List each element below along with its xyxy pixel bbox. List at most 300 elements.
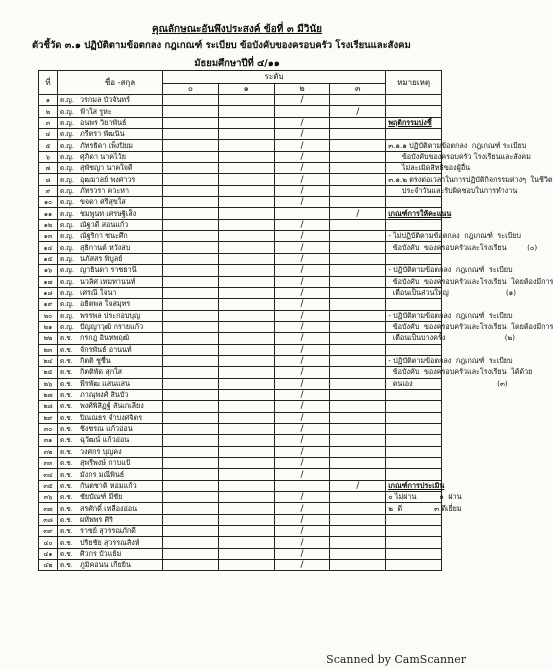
student-name: วงศกร บุญคง (78, 446, 163, 457)
form-title-text: คุณลักษณะอันพึงประสงค์ ข้อที่ ๓ มีวินัย (151, 24, 323, 35)
level-3-cell (330, 389, 386, 400)
level-2-cell (274, 423, 330, 434)
level-2-cell (274, 117, 330, 128)
level-3-cell (330, 151, 386, 162)
student-name: เศรณี ใจนา (78, 287, 163, 298)
level-3-cell (330, 299, 386, 310)
check-mark-icon: / (300, 117, 304, 128)
check-mark-icon: / (300, 140, 304, 151)
level-0-cell (163, 469, 219, 480)
level-3-cell (330, 435, 386, 446)
level-1-cell (218, 514, 274, 525)
row-number: ๒๘ (39, 401, 58, 412)
note-cell (386, 253, 442, 264)
student-name: อธิตพล ใจสมุทร (78, 299, 163, 310)
col-prefix-header (58, 71, 79, 95)
row-number: ๒๐ (39, 310, 58, 321)
row-number: ๓๙ (39, 526, 58, 537)
name-prefix: ด.ช. (58, 548, 79, 559)
note-cell: ประจำวันและรับผิดชอบในการทำงาน (386, 185, 442, 196)
row-number: ๘ (39, 174, 58, 185)
level-0-cell (163, 367, 219, 378)
level-2-cell (274, 163, 330, 174)
note-cell: - ปฏิบัติตามข้อตกลง กฎเกณฑ์ ระเบียบ (386, 355, 442, 366)
row-number: ๒ (39, 106, 58, 117)
check-mark-icon: / (300, 219, 304, 230)
level-0-header: ๐ (163, 84, 219, 95)
table-row (39, 253, 442, 264)
table-row (39, 355, 442, 366)
level-0-cell (163, 163, 219, 174)
level-0-cell (163, 185, 219, 196)
level-1-cell (218, 321, 274, 332)
table-row (39, 310, 442, 321)
row-number: ๒๙ (39, 412, 58, 423)
name-prefix: ด.ญ. (58, 231, 79, 242)
level-1-cell (218, 151, 274, 162)
level-1-cell (218, 367, 274, 378)
level-3-cell (330, 219, 386, 230)
level-2-cell (274, 514, 330, 525)
level-3-cell (330, 287, 386, 298)
name-prefix: ด.ญ. (58, 163, 79, 174)
note-cell: เตือนเป็นส่วนใหญ่ (๑) (386, 287, 442, 298)
row-number: ๓๕ (39, 480, 58, 491)
check-mark-icon: / (300, 174, 304, 185)
row-number: ๓๔ (39, 469, 58, 480)
level-1-cell (218, 174, 274, 185)
col-name-header: ชื่อ -สกุล (78, 71, 163, 95)
level-3-cell (330, 321, 386, 332)
level-0-cell (163, 287, 219, 298)
check-mark-icon: / (300, 129, 304, 140)
row-number: ๓๐ (39, 423, 58, 434)
level-1-cell (218, 287, 274, 298)
level-3-cell (330, 560, 386, 571)
check-mark-icon: / (356, 208, 360, 219)
table-row (39, 503, 442, 514)
check-mark-icon: / (300, 253, 304, 264)
name-prefix: ด.ญ. (58, 299, 79, 310)
table-row (39, 526, 442, 537)
student-name: ศุภิดา นาคไว้ย (78, 151, 163, 162)
row-number: ๓๘ (39, 514, 58, 525)
name-prefix: ด.ช. (58, 423, 79, 434)
note-cell: ๓.๑.๑ ปฏิบัติตามข้อตกลง กฎเกณฑ์ ระเบียบ (386, 140, 442, 151)
row-number: ๒๖ (39, 378, 58, 389)
level-0-cell (163, 174, 219, 185)
check-mark-icon: / (300, 378, 304, 389)
name-prefix: ด.ญ. (58, 242, 79, 253)
student-name: ณัฐริกา ชนะศึก (78, 231, 163, 242)
table-row (39, 458, 442, 469)
name-prefix: ด.ช. (58, 458, 79, 469)
check-mark-icon: / (300, 197, 304, 208)
check-mark-icon: / (300, 503, 304, 514)
level-2-cell (274, 412, 330, 423)
name-prefix: ด.ช. (58, 401, 79, 412)
student-name: ชิงชรณ แก้วอ่อน (78, 423, 163, 434)
student-name: ชัยบัณฑ์ มีชัย (78, 492, 163, 503)
name-prefix: ด.ญ. (58, 95, 79, 106)
level-0-cell (163, 412, 219, 423)
level-2-cell (274, 446, 330, 457)
row-number: ๑๖ (39, 265, 58, 276)
row-number: ๒๑ (39, 321, 58, 332)
note-cell (386, 458, 442, 469)
level-1-cell (218, 197, 274, 208)
row-number: ๑๗ (39, 276, 58, 287)
level-0-cell (163, 458, 219, 469)
level-3-header: ๓ (330, 84, 386, 95)
level-2-cell (274, 299, 330, 310)
level-1-cell (218, 458, 274, 469)
check-mark-icon: / (300, 514, 304, 525)
table-row (39, 151, 442, 162)
name-prefix: ด.ญ. (58, 197, 79, 208)
student-name: ขจดา ศรีสุขใส (78, 197, 163, 208)
level-3-cell (330, 423, 386, 434)
level-3-cell (330, 367, 386, 378)
student-name: ปัญญาวุฒิ กรายแก้ว (78, 321, 163, 332)
check-mark-icon: / (300, 299, 304, 310)
check-mark-icon: / (300, 537, 304, 548)
table-row (39, 231, 442, 242)
name-prefix: ด.ช. (58, 446, 79, 457)
row-number: ๒๗ (39, 389, 58, 400)
name-prefix: ด.ช. (58, 333, 79, 344)
level-0-cell (163, 151, 219, 162)
student-name: สุพรีพงษ์ กาบแป้ (78, 458, 163, 469)
name-prefix: ด.ญ. (58, 174, 79, 185)
level-0-cell (163, 95, 219, 106)
note-cell: พฤติกรรมบ่งชี้ (386, 117, 442, 128)
level-2-cell (274, 242, 330, 253)
level-3-cell (330, 129, 386, 140)
table-row (39, 321, 442, 332)
level-0-cell (163, 537, 219, 548)
student-name: ณัฐวดี สอนแก้ว (78, 219, 163, 230)
level-2-cell (274, 151, 330, 162)
level-0-cell (163, 355, 219, 366)
note-cell (386, 537, 442, 548)
student-name: จักรพันธ์ อานนท์ (78, 344, 163, 355)
student-name: ภัทรวรา ควะหา (78, 185, 163, 196)
table-body (39, 95, 553, 571)
student-name: นภัสสร พิบูลย์ (78, 253, 163, 264)
table-row (39, 367, 442, 378)
check-mark-icon: / (300, 333, 304, 344)
table-row (39, 117, 442, 128)
table-row (39, 106, 442, 117)
name-prefix: ด.ช. (58, 492, 79, 503)
level-1-cell (218, 265, 274, 276)
note-cell (386, 95, 442, 106)
level-3-cell (330, 548, 386, 559)
level-2-cell (274, 503, 330, 514)
level-2-cell (274, 140, 330, 151)
level-2-cell (274, 276, 330, 287)
note-cell: ๓.๑.๒ ตรงต่อเวลาในการปฏิบัติกิจกรรมต่างๆ ในชีวิต (386, 174, 442, 185)
check-mark-icon: / (300, 310, 304, 321)
level-1-cell (218, 231, 274, 242)
row-number: ๖ (39, 151, 58, 162)
check-mark-icon: / (300, 265, 304, 276)
table-row (39, 333, 442, 344)
level-3-cell (330, 458, 386, 469)
note-cell: ข้อบังคับ ของครอบครัวและโรงเรียน ได้ด้วย (386, 367, 442, 378)
note-cell: ข้อบังคับ ของครอบครัวและโรงเรียน โดยต้องมีการ (386, 321, 442, 332)
level-3-cell (330, 480, 386, 491)
level-2-cell (274, 344, 330, 355)
name-prefix: ด.ช. (58, 378, 79, 389)
note-cell (386, 106, 442, 117)
name-prefix: ด.ญ. (58, 151, 79, 162)
name-prefix: ด.ญ. (58, 287, 79, 298)
assessment-table (38, 70, 553, 571)
level-0-cell (163, 208, 219, 219)
check-mark-icon: / (300, 526, 304, 537)
name-prefix: ด.ช. (58, 389, 79, 400)
row-number: ๙ (39, 185, 58, 196)
level-1-cell (218, 185, 274, 196)
level-1-cell (218, 219, 274, 230)
note-cell (386, 526, 442, 537)
level-0-cell (163, 106, 219, 117)
level-0-cell (163, 265, 219, 276)
name-prefix: ด.ญ. (58, 117, 79, 128)
note-cell (386, 548, 442, 559)
level-2-cell (274, 310, 330, 321)
check-mark-icon: / (300, 344, 304, 355)
level-1-cell (218, 95, 274, 106)
level-2-cell (274, 333, 330, 344)
level-0-cell (163, 129, 219, 140)
scanner-watermark: Scanned by CamScanner (326, 653, 466, 666)
check-mark-icon: / (300, 356, 304, 367)
level-3-cell (330, 310, 386, 321)
level-0-cell (163, 253, 219, 264)
table-row (39, 469, 442, 480)
row-number: ๓๖ (39, 492, 58, 503)
form-title (0, 22, 474, 37)
level-0-cell (163, 514, 219, 525)
level-0-cell (163, 526, 219, 537)
indicator-text: ตัวชี้วัด ๓.๑ ปฏิบัติตามข้อตกลง กฎเกณฑ์ ระเบียบ ข้อบังคับของครอบครัว โรงเรียนและสังคม (32, 40, 411, 51)
table-row (39, 208, 442, 219)
note-cell: - ปฏิบัติตามข้อตกลง กฎเกณฑ์ ระเบียบ (386, 265, 442, 276)
check-mark-icon: / (300, 322, 304, 333)
table-row (39, 435, 442, 446)
level-0-cell (163, 435, 219, 446)
name-prefix: ด.ช. (58, 503, 79, 514)
table-row (39, 299, 442, 310)
student-name: ฉุวัฒน์ แก้วอ่อน (78, 435, 163, 446)
level-1-cell (218, 208, 274, 219)
table-header-row (39, 71, 442, 84)
level-3-cell (330, 253, 386, 264)
table-row (39, 219, 442, 230)
level-2-cell (274, 95, 330, 106)
level-0-cell (163, 117, 219, 128)
level-2-cell (274, 548, 330, 559)
level-3-cell (330, 197, 386, 208)
row-number: ๑๔ (39, 242, 58, 253)
row-number: ๓๓ (39, 458, 58, 469)
student-name: สุพัชญา นาคใจดี (78, 163, 163, 174)
level-3-cell (330, 503, 386, 514)
table-row (39, 185, 442, 196)
student-name: กิตติพัด สุกใส (78, 367, 163, 378)
level-3-cell (330, 95, 386, 106)
note-cell: เตือนเป็นบางครั้ง (๒) (386, 333, 442, 344)
level-1-cell (218, 526, 274, 537)
row-number: ๑๒ (39, 219, 58, 230)
name-prefix: ด.ญ. (58, 208, 79, 219)
student-name: กิตติ ชูชื่น (78, 355, 163, 366)
level-3-cell (330, 276, 386, 287)
level-1-cell (218, 537, 274, 548)
level-0-cell (163, 548, 219, 559)
check-mark-icon: / (300, 151, 304, 162)
name-prefix: ด.ช. (58, 367, 79, 378)
name-prefix: ด.ช. (58, 435, 79, 446)
level-2-cell (274, 480, 330, 491)
col-note-header: หมายเหตุ (386, 71, 442, 95)
name-prefix: ด.ญ. (58, 310, 79, 321)
level-3-cell (330, 106, 386, 117)
table-row (39, 174, 442, 185)
note-cell (386, 344, 442, 355)
note-cell (386, 435, 442, 446)
level-2-cell (274, 401, 330, 412)
note-cell (386, 219, 442, 230)
student-name: ภูมิคอนน เกียยิน (78, 560, 163, 571)
level-1-cell (218, 242, 274, 253)
level-2-cell (274, 106, 330, 117)
level-0-cell (163, 140, 219, 151)
table-row (39, 265, 442, 276)
note-cell: ไม่ละเมิดสิทธิของผู้อื่น (386, 163, 442, 174)
student-name: ผหัพพร ศิริ (78, 514, 163, 525)
table-row (39, 537, 442, 548)
level-2-cell (274, 185, 330, 196)
check-mark-icon: / (300, 367, 304, 378)
row-number: ๓๑ (39, 435, 58, 446)
level-1-cell (218, 389, 274, 400)
level-1-cell (218, 435, 274, 446)
level-3-cell (330, 242, 386, 253)
name-prefix: ด.ช. (58, 344, 79, 355)
level-2-cell (274, 537, 330, 548)
check-mark-icon: / (300, 242, 304, 253)
table-row (39, 378, 442, 389)
note-cell: - ปฏิบัติตามข้อตกลง กฎเกณฑ์ ระเบียบ (386, 310, 442, 321)
level-1-cell (218, 480, 274, 491)
row-number: ๑๐ (39, 197, 58, 208)
level-0-cell (163, 276, 219, 287)
col-level-header: ระดับ (163, 71, 386, 84)
name-prefix: ด.ช. (58, 469, 79, 480)
student-name: กรกฎ อินทพฤฒิ (78, 333, 163, 344)
level-1-cell (218, 333, 274, 344)
level-3-cell (330, 401, 386, 412)
check-mark-icon: / (300, 548, 304, 559)
check-mark-icon: / (300, 231, 304, 242)
name-prefix: ด.ญ. (58, 140, 79, 151)
row-number: ๔ (39, 129, 58, 140)
level-0-cell (163, 333, 219, 344)
student-name: อุฒมาลย์ พงศาวร (78, 174, 163, 185)
level-1-cell (218, 140, 274, 151)
student-name: ภัทรธิดา เพ็งปิยม (78, 140, 163, 151)
class-subtitle: มัธยมศึกษาปีที่ ๔/๑๑ (194, 58, 280, 69)
row-number: ๑๘ (39, 287, 58, 298)
level-0-cell (163, 219, 219, 230)
name-prefix: ด.ช. (58, 480, 79, 491)
note-cell (386, 389, 442, 400)
table-row (39, 95, 442, 106)
level-3-cell (330, 265, 386, 276)
table-row (39, 492, 442, 503)
level-3-cell (330, 492, 386, 503)
note-cell: เกณฑ์การประเมิน (386, 480, 442, 491)
student-name: พรรพล ประกอบบุญ (78, 310, 163, 321)
name-prefix: ด.ช. (58, 526, 79, 537)
note-cell (386, 401, 442, 412)
level-1-cell (218, 412, 274, 423)
student-name: ราชย์ สุวรรณภักดี (78, 526, 163, 537)
name-prefix: ด.ญ. (58, 106, 79, 117)
student-name: สรศักดิ์ เหลืองอ่อน (78, 503, 163, 514)
check-mark-icon: / (300, 95, 304, 106)
level-0-cell (163, 492, 219, 503)
name-prefix: ด.ญ. (58, 185, 79, 196)
table-row (39, 480, 442, 491)
level-3-cell (330, 163, 386, 174)
check-mark-icon: / (356, 480, 360, 491)
level-0-cell (163, 423, 219, 434)
table-row (39, 163, 442, 174)
check-mark-icon: / (300, 288, 304, 299)
level-1-cell (218, 560, 274, 571)
check-mark-icon: / (300, 446, 304, 457)
level-0-cell (163, 242, 219, 253)
name-prefix: ด.ญ. (58, 219, 79, 230)
student-name: กันตชาติ หอมแก้ว (78, 480, 163, 491)
level-1-cell (218, 344, 274, 355)
check-mark-icon: / (300, 492, 304, 503)
level-0-cell (163, 389, 219, 400)
check-mark-icon: / (300, 424, 304, 435)
level-3-cell (330, 412, 386, 423)
level-2-cell (274, 435, 330, 446)
level-2-cell (274, 389, 330, 400)
note-cell: ๐ ไม่ผ่าน ๑ ผ่าน (386, 492, 442, 503)
level-3-cell (330, 469, 386, 480)
level-2-cell (274, 174, 330, 185)
student-name: ญาธินดา ราชธานี (78, 265, 163, 276)
check-mark-icon: / (300, 276, 304, 287)
level-0-cell (163, 503, 219, 514)
student-name: นวลิศ เหมทานนท์ (78, 276, 163, 287)
level-1-cell (218, 106, 274, 117)
name-prefix: ด.ช. (58, 560, 79, 571)
level-2-cell (274, 378, 330, 389)
name-prefix: ด.ญ. (58, 265, 79, 276)
table-row (39, 389, 442, 400)
student-name: พงศ์พิสิฏฐ์ สันเกเลียง (78, 401, 163, 412)
